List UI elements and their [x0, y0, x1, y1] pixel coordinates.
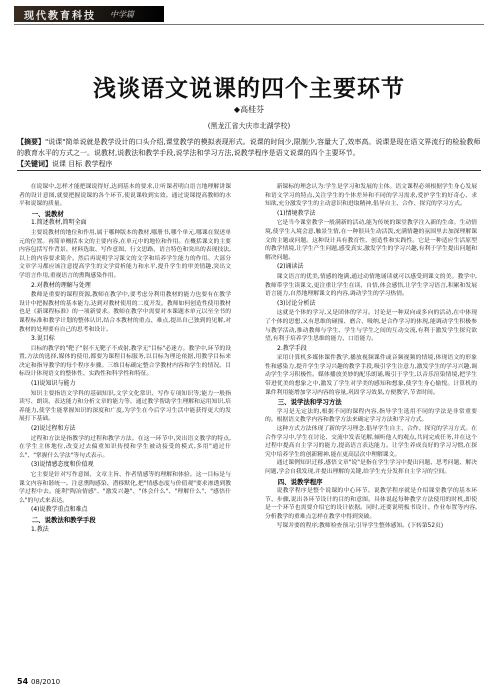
body-paragraph: 知识主要指语文学科的基础知识,文学文化常识、写作专项知识等;能力一般指读写、朗读、表达能力和分析文章的能力等。通过教学帮助学生理解和运用知识,培养能力,使学生能掌握知识的深度和广度,为学生在今后学习生活中能获得更大的发展打下基础。: [19, 390, 231, 423]
section-heading: (2)说过程和方法: [31, 425, 76, 433]
section-name: 中学篇: [110, 10, 134, 19]
section-heading: 三、说学法和学习方法: [277, 398, 342, 407]
section-heading: 1.教法: [31, 525, 49, 533]
header-rule: [14, 24, 484, 25]
body-paragraph: 通过课例知识迁移,感悟文章"说"是指在学生学习中提出问题、思考问题、解决问题,学会自我发现,并提出理解的关键,给学生充分发挥自主学习的空间。: [265, 460, 477, 475]
section-heading: (2)诵读法: [277, 263, 304, 271]
keywords-text: 说课 目标 教学程序: [52, 160, 113, 168]
section-heading: (4)说教学重点和难点: [31, 506, 88, 514]
section-heading: 2.教学手段: [277, 344, 307, 352]
body-paragraph: 采用计算机多媒体课件教学,播放视频课件或音频视频的情境,体现语文的形象性和感染力,提升学生学习兴趣的教学手段,吸引学生注意力,激发学生的学习兴趣,调动学生学习积极性。媒体播放美妙的配乐朗诵,吸引于学生,以音乐渲染情境,把学生带进优美的想象之中,激发了学生对学美的感知和想象,使学生身心愉悦。计算机的课件利用能增加学习内容的容量,巩固学习效果,方便教学,节省时间。: [265, 355, 477, 396]
section-heading: 2.对教材的理解与处理: [31, 281, 91, 289]
body-left-column: [19, 183, 231, 651]
abstract-text: "说课"简单说就是教学设计的口头介绍,课堂教学的模拟表现形式。说课的时间少,限制少,容量大了,效率高。说课是现在语文界流行的检验教师的教育水平的方式之一。说教材,说教法和教学手段,说学法和学习方法,说教学程序是语文说课的四个主要环节。: [17, 138, 481, 157]
section-heading: 四、说教学程序: [277, 477, 323, 486]
section-heading: (3)讨论分析法: [277, 299, 316, 307]
article-author: ◆高桂芬: [233, 105, 265, 114]
journal-masthead: [0, 0, 498, 26]
page-footer: [17, 677, 60, 686]
abstract-divider: [17, 170, 481, 171]
keywords-line: [17, 159, 481, 170]
body-paragraph: 这就是个体的学习,又是团体的学习。讨论是一种双向或多向的活动,在中体现了个体的思想,又有思维的碰撞、磨合、吸纳,是合作学习的体现,能调动学生积极参与教学活动,推动教师与学生、学生与学生之间的互动交流,有利于激发学生探究欲望,有利于培养学生思维的能力、口语能力。: [265, 310, 477, 343]
body-paragraph: 目标的教学的"靶子"射不无靶子不成射,教学无"目标"必迷方。教学中,环节的设置,方法的选择,媒体的使用,都要为课程目标服务,以目标为理论依据,用教学目标来决定和指导教学的每个程序步骤。三维目标确定整合学教材内容和学生的情况。目标设计体现语文的整体性、实践性和科学性和特征。: [19, 345, 231, 378]
abstract-paragraph: [17, 137, 481, 159]
section-heading: 1.简述教材,简明全面: [31, 219, 87, 227]
body-paragraph: 过程和方法是指教学的过程和教学方法。在这一环节中,突出语文教学的特点,在学生主体地位,改变过去偏重知识传授和学生被动接受的模式,多用"通过什么"、"掌握什么学法"等句式表示。: [19, 435, 231, 459]
body-paragraph: 在说课中,怎样才能把课说得好,达到基本的要求,让听课者明白语言地理解讲课者的设计意图,就要把握说课的各个环节,使说课收到实效。通过说课提高教师的水平和说课的质量。: [19, 184, 231, 208]
section-heading: 3.说目标: [31, 335, 55, 343]
body-paragraph: 主要说教材的地位和作用,属于哪种版本的教材,哪册书,哪个单元,哪课在叙述单元的位置。再简单概括本文的主要内容,在单元中的地位和作用。在概括课文的主要内容包括写作背景、材料选取、写作意图、行文思路、语言特色和突出的表现技法,以上的内容要求简介。然后再说明学习课文的文学和培养学生能力的作用。大部分文章学习都应该注意提高学生的文学赏析能力和水平,提升学生的审美情趣,突出文学语言作用,重视语言的熏陶感染作用。: [19, 229, 231, 279]
body-paragraph: 它是当今课堂教学一般满新的活动,能为传统的课堂教学注入新的生命。生动情境,使学生入境会意,触景生情,在一种很具生动活泼,充满情趣的氛围里去加深理解课文的主题或问题。这种设计具有教育性、创造性和实践性。它是一种适应生活原型的教学情境,让学生产生问题,感受真实,激发学生的学习兴趣,有利于学生提出问题和解决问题。: [265, 220, 477, 261]
body-paragraph: 课文语言的优美,情感的饱满,通过动情地诵读就可以感受到课文的美。教学中,教师带学生读课文,更注重让学生在读、自悟,体会感悟,让学生学习语言,积累和发展语言能力,自然地理解课文的内容,调动学生的学习热情。: [265, 273, 477, 298]
body-paragraph: 写课并要的程序;教师检查预习;引导学生整体感知。(下转第52页): [276, 522, 444, 529]
journal-banner: [14, 6, 164, 22]
body-paragraph: 新课标的理念认为:学生是学习和发展的主体。语文课程必须根据学生身心发展和语文学习的特点,关注学生的个体差异和不同的学习需求,爱护学生的好奇心、求知欲,充分激发学生的主动意识和进取精神,倡导自主、合作、探究的学习方式。: [265, 184, 477, 208]
section-heading: 一、说教材: [31, 209, 64, 218]
body-paragraph: 学习是无定法的,根据不同的课程内容,指导学生选用不同的学法是非常重要的。根据语文教学内容和教学方法来确定学习方法和学习方式。: [265, 408, 477, 424]
body-paragraph: 教师是重要的课程资源,教师在教学中,要考虑分利用教材的能力也要有在教学设计中把握教材的基本能力,达到对教材使用的二度开发。教师如何创造性使用教材也是《新课程标准》的一项新要求。教师在教学中需要对本课题本单元以至全书的课程标准和教学计划的整体认识,结合本教材的重点、难点,提出自己独到的见解,对教材的处理要有自己的思考和设计。: [19, 292, 231, 333]
body-paragraph: 它主要是针对写作意图、文章主旨、作者情感等的理解和体验。这一目标是与课文内容和谐统一。注意熏陶感染、潜移默化,把"情感态度与价值观"要求渗透到教学过程中去。能利"陶冶情感"、"激发兴趣"、"体会什么"、"理解什么"、"感悟什么"的句式来表达。: [19, 472, 231, 504]
page-number: 54: [17, 677, 29, 686]
section-heading: 二、说教法和教学手段: [31, 515, 96, 524]
body-paragraph: 说教学程序是整个说课的中心环节。说教学程序就是介绍课堂教学的基本环节、步骤,说出各环节设计的目的和意图。具体说起每种教学方法使用的时机,即使是一个环节也需要介绍它的设计依据。同时,还要说明板书设计、作业布置等内容,分析教学的重难点怎样在教学中得到突破。: [265, 488, 477, 520]
section-heading: (1)情境教学法: [277, 209, 316, 217]
article-title: 浅谈语文说课的四个主要环节: [93, 75, 405, 102]
keywords-label: 【关键词】: [17, 160, 52, 168]
body-right-column: [265, 183, 477, 663]
author-affiliation: (黑龙江省大庆市北湖学校): [207, 122, 291, 130]
issue-label: 08/2010: [30, 678, 61, 686]
body-paragraph: 这种方式方法体现了新的学习理念,倡导学生自主、合作、探究的学习方式。在合作学习中,学生在讨论、交流中发表见解,倾听他人的观点,共同完成任务,并在这个过程中提高自主学习的能力,提高语言表达能力。让学生养成良好的学习习惯,在探究中培养学生的创新精神,能在更高层次中理解课文。: [265, 426, 477, 458]
section-heading: (3)说情感态度和价值观: [31, 461, 94, 469]
journal-name: 现代教育科技: [24, 11, 96, 22]
abstract-block: [17, 137, 481, 170]
section-heading: (1)说知识与能力: [31, 380, 76, 388]
abstract-label: 【摘要】: [17, 138, 45, 146]
